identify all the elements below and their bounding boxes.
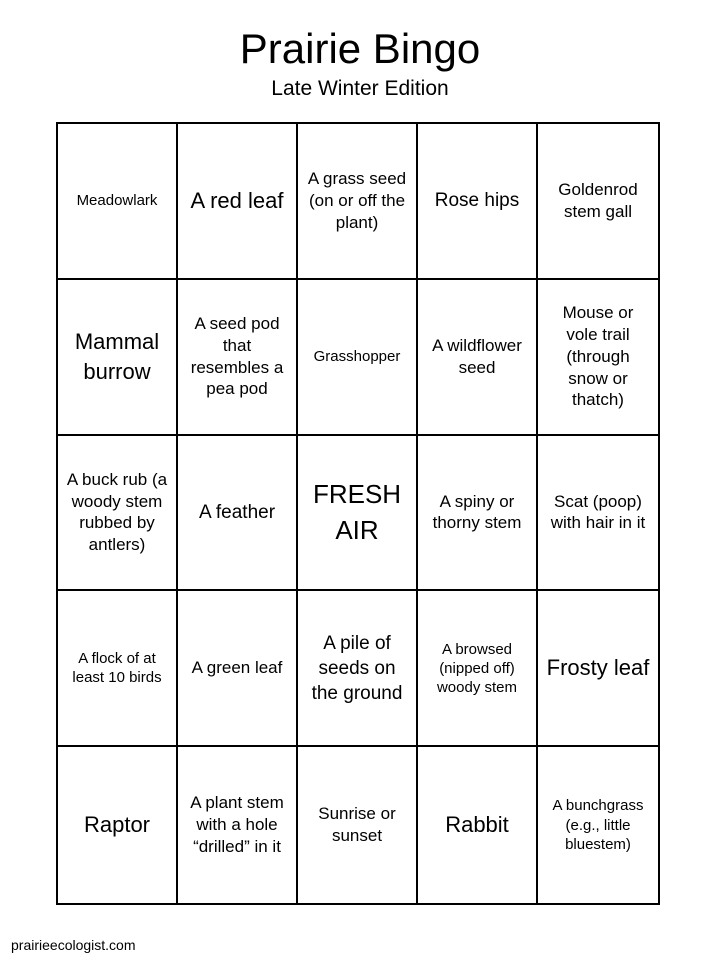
- bingo-cell: Rabbit: [418, 747, 538, 903]
- bingo-cell: Mouse or vole trail (through snow or thatch): [538, 280, 658, 436]
- bingo-cell: A buck rub (a woody stem rubbed by antlers): [58, 436, 178, 592]
- bingo-cell: A browsed (nipped off) woody stem: [418, 591, 538, 747]
- bingo-cell: Mammal burrow: [58, 280, 178, 436]
- bingo-cell: Raptor: [58, 747, 178, 903]
- bingo-cell: A red leaf: [178, 124, 298, 280]
- bingo-cell: A feather: [178, 436, 298, 592]
- page-subtitle: Late Winter Edition: [271, 77, 449, 100]
- footer-credit: prairieecologist.com: [11, 937, 136, 953]
- bingo-cell: A bunchgrass (e.g., little bluestem): [552, 797, 644, 853]
- bingo-cell: A wildflower seed: [418, 280, 538, 436]
- bingo-cell: A grass seed (on or off the plant): [298, 124, 418, 280]
- bingo-board: [56, 122, 660, 905]
- bingo-cell: A green leaf: [178, 591, 298, 747]
- bingo-cell: Frosty leaf: [538, 591, 658, 747]
- bingo-cell: A pile of seeds on the ground: [298, 591, 418, 747]
- bingo-cell: Rose hips: [418, 124, 538, 280]
- page-title: Prairie Bingo: [239, 25, 481, 72]
- bingo-cell: Sunrise or sunset: [298, 747, 418, 903]
- bingo-cell: A plant stem with a hole “drilled” in it: [178, 747, 298, 903]
- bingo-cell: Goldenrod stem gall: [538, 124, 658, 280]
- bingo-cell: A seed pod that resembles a pea pod: [178, 280, 298, 436]
- bingo-cell: A flock of at least 10 birds: [58, 591, 178, 747]
- bingo-cell: Grasshopper: [298, 280, 418, 436]
- bingo-free-space: FRESH AIR: [298, 436, 418, 592]
- bingo-cell: Meadowlark: [58, 124, 178, 280]
- bingo-cell: A spiny or thorny stem: [418, 436, 538, 592]
- bingo-cell: Scat (poop) with hair in it: [538, 436, 658, 592]
